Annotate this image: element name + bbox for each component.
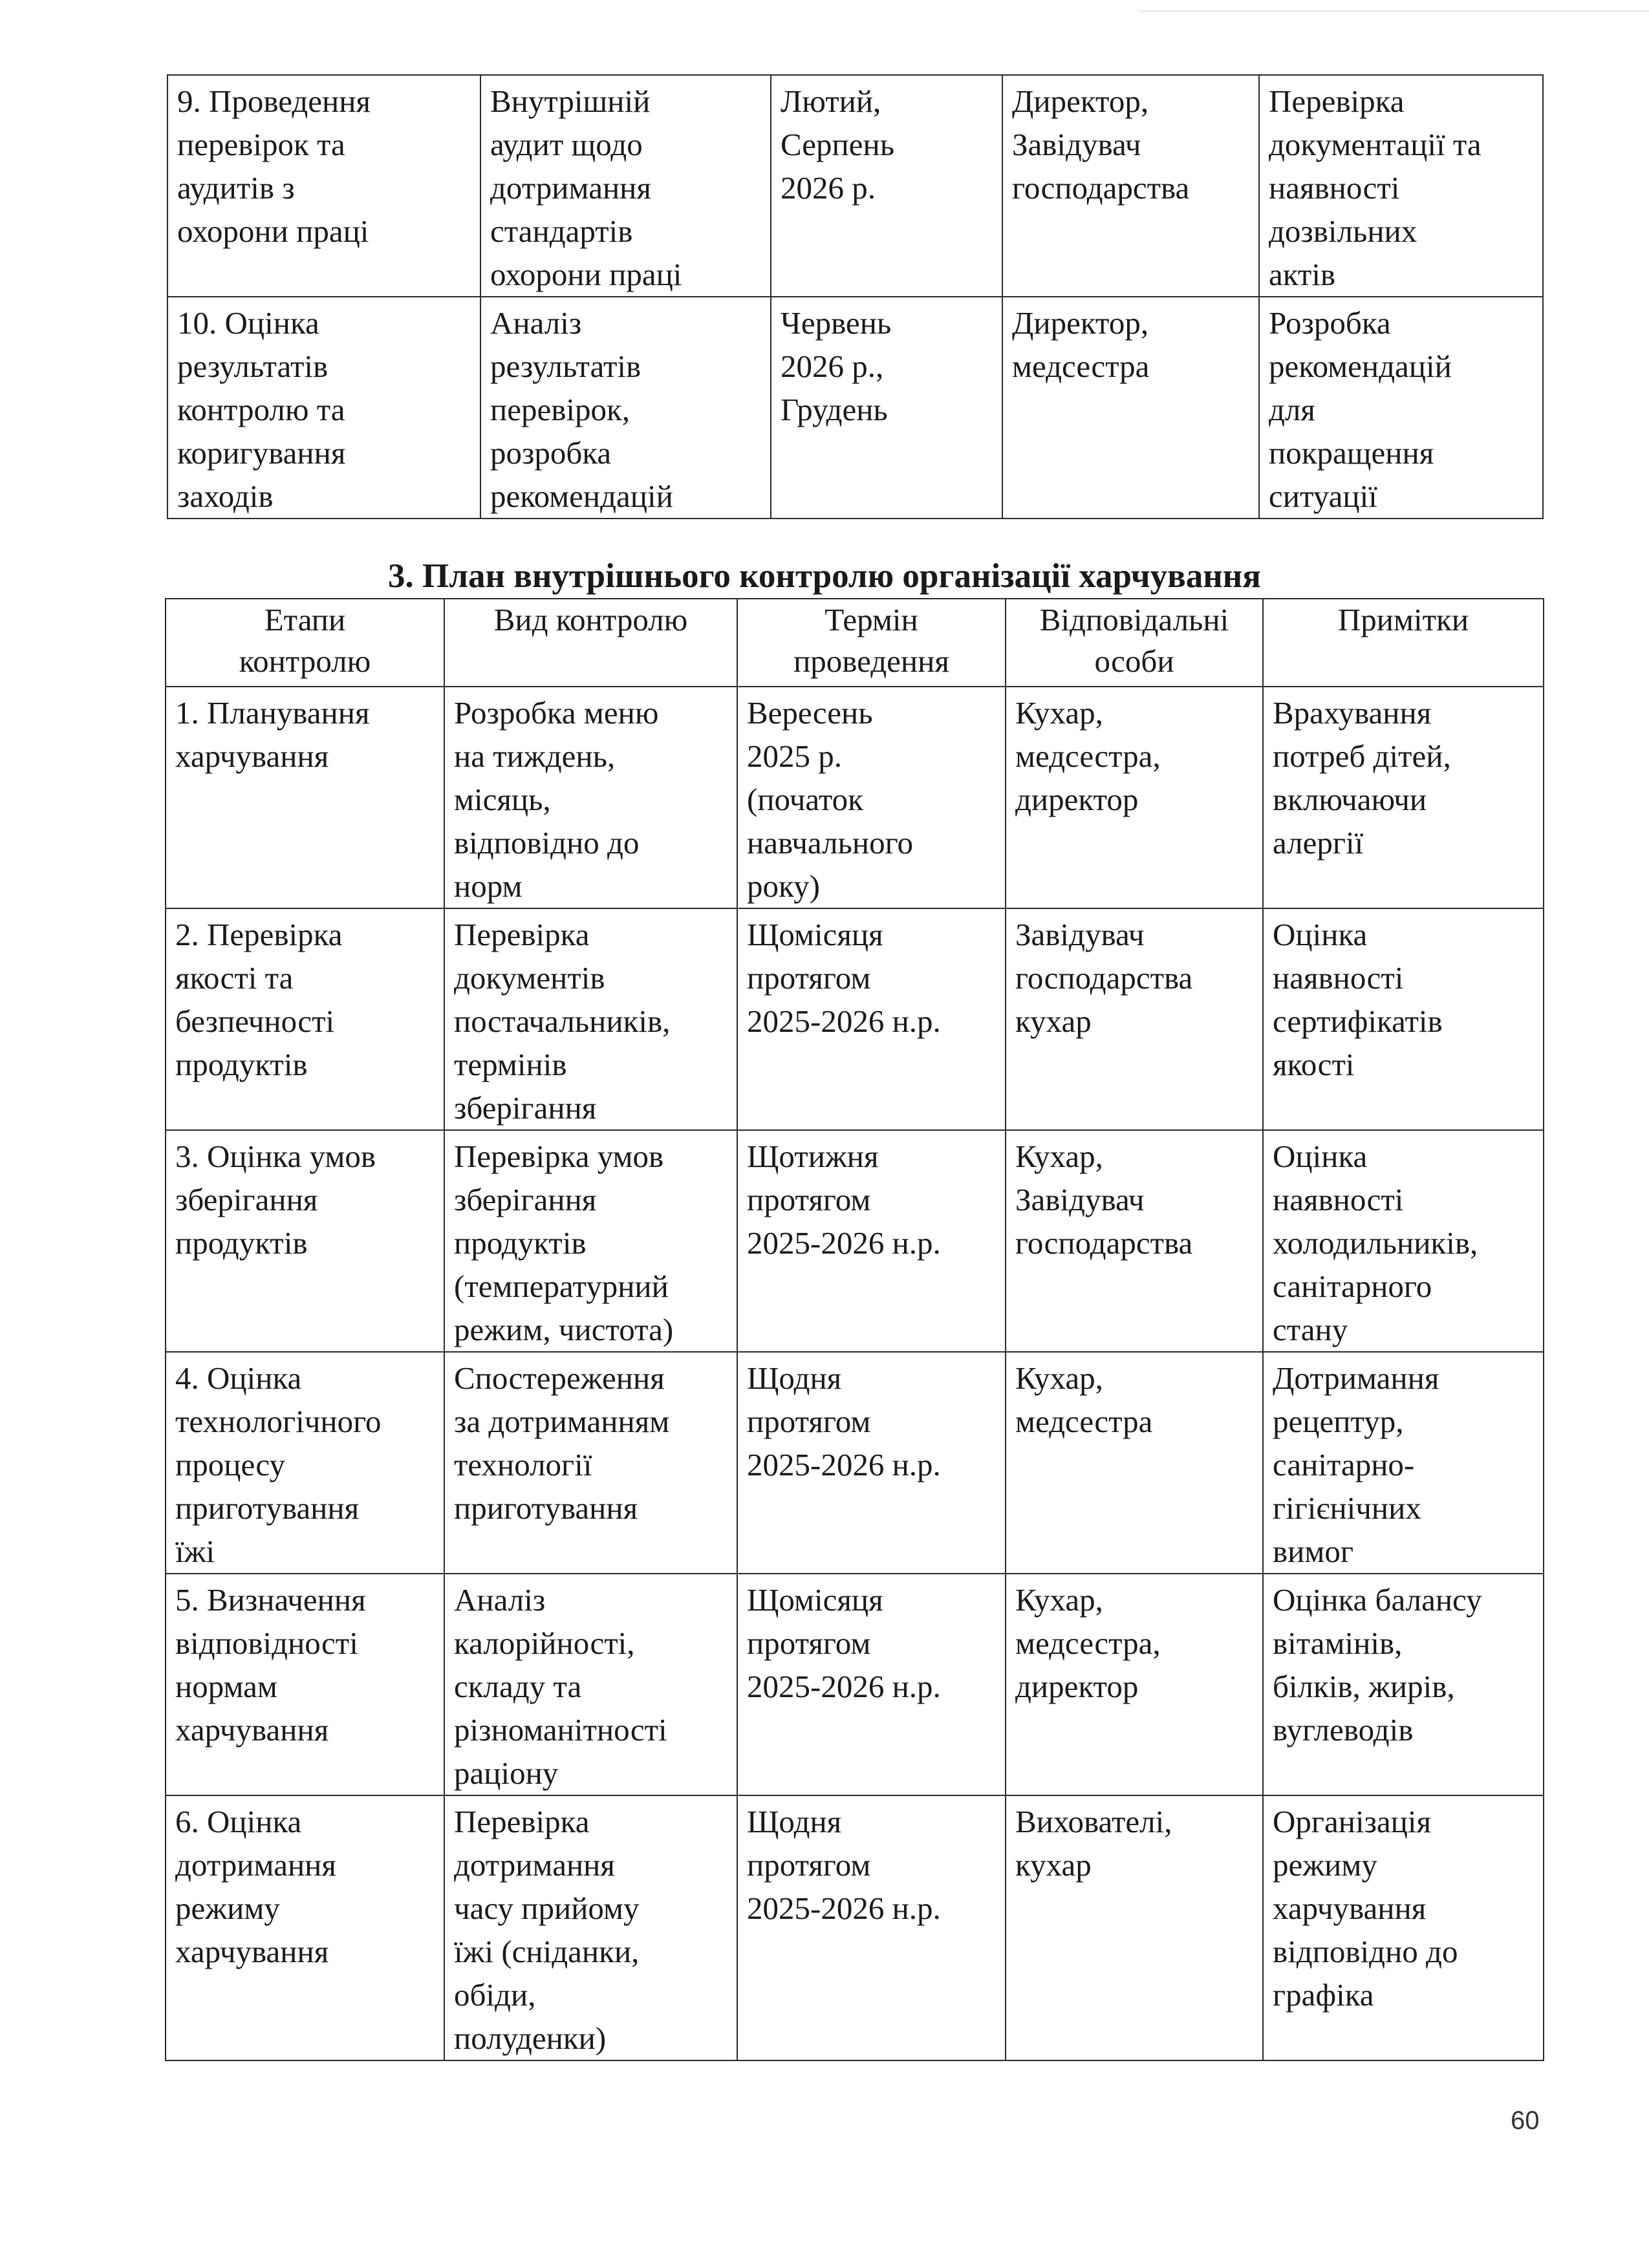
table-cell: 1. Планування харчування bbox=[166, 687, 444, 908]
table-row bbox=[166, 1795, 1544, 2060]
table-row bbox=[166, 1352, 1544, 1574]
table-cell: Перевірка дотримання часу прийому їжі (сніданки, обіди, полуденки) bbox=[444, 1795, 737, 2060]
section-title: 3. План внутрішнього контролю організації харчування bbox=[388, 557, 1261, 595]
table-row bbox=[167, 75, 1543, 297]
table-header-row bbox=[166, 599, 1544, 687]
table-row bbox=[166, 687, 1544, 908]
table-cell: Внутрішній аудит щодо дотримання стандартів охорони праці bbox=[480, 75, 771, 297]
table-cell: Аналіз результатів перевірок, розробка рекомендацій bbox=[480, 297, 771, 519]
table-cell: Щодня протягом 2025-2026 н.р. bbox=[737, 1795, 1006, 2060]
scan-edge-line bbox=[1138, 10, 1649, 12]
table-cell: Оцінка балансу вітамінів, білків, жирів, вуглеводів bbox=[1263, 1574, 1544, 1795]
column-header: Відповідальні особи bbox=[1006, 599, 1263, 687]
table-cell: Кухар, медсестра, директор bbox=[1006, 1574, 1263, 1795]
table-cell: Щомісяця протягом 2025-2026 н.р. bbox=[737, 1574, 1006, 1795]
table-cell: 10. Оцінка результатів контролю та коригування заходів bbox=[167, 297, 480, 519]
table-cell: Щодня протягом 2025-2026 н.р. bbox=[737, 1352, 1006, 1574]
table-cell: Перевірка документів постачальників, термінів зберігання bbox=[444, 908, 737, 1130]
nutrition-control-table bbox=[165, 598, 1544, 2061]
table-cell: Директор, Завідувач господарства bbox=[1002, 75, 1259, 297]
page-number: 60 bbox=[1511, 2106, 1540, 2135]
table-cell: Оцінка наявності холодильників, санітарного стану bbox=[1263, 1130, 1544, 1352]
table-cell: Щомісяця протягом 2025-2026 н.р. bbox=[737, 908, 1006, 1130]
column-header: Примітки bbox=[1263, 599, 1544, 687]
table-row bbox=[167, 297, 1543, 519]
table-cell: Кухар, Завідувач господарства bbox=[1006, 1130, 1263, 1352]
table-cell: Перевірка документації та наявності дозвільних актів bbox=[1259, 75, 1543, 297]
table-cell: Врахування потреб дітей, включаючи алергії bbox=[1263, 687, 1544, 908]
continued-table bbox=[167, 74, 1544, 519]
table-cell: Організація режиму харчування відповідно до графіка bbox=[1263, 1795, 1544, 2060]
table-cell: 9. Проведення перевірок та аудитів з охорони праці bbox=[167, 75, 480, 297]
table-cell: 4. Оцінка технологічного процесу приготування їжі bbox=[166, 1352, 444, 1574]
table-cell: Спостереження за дотриманням технології приготування bbox=[444, 1352, 737, 1574]
table-cell: Директор, медсестра bbox=[1002, 297, 1259, 519]
table-cell: Аналіз калорійності, складу та різноманітності раціону bbox=[444, 1574, 737, 1795]
table-cell: Розробка рекомендацій для покращення ситуації bbox=[1259, 297, 1543, 519]
table-cell: Розробка меню на тиждень, місяць, відповідно до норм bbox=[444, 687, 737, 908]
table-cell: 6. Оцінка дотримання режиму харчування bbox=[166, 1795, 444, 2060]
table-cell: Кухар, медсестра, директор bbox=[1006, 687, 1263, 908]
table-row bbox=[166, 1130, 1544, 1352]
column-header: Вид контролю bbox=[444, 599, 737, 687]
table-cell: Кухар, медсестра bbox=[1006, 1352, 1263, 1574]
column-header: Термін проведення bbox=[737, 599, 1006, 687]
table-cell: Вихователі, кухар bbox=[1006, 1795, 1263, 2060]
table-cell: Перевірка умов зберігання продуктів (температурний режим, чистота) bbox=[444, 1130, 737, 1352]
table-cell: Завідувач господарства кухар bbox=[1006, 908, 1263, 1130]
table-cell: Червень 2026 р., Грудень bbox=[771, 297, 1002, 519]
table-row bbox=[166, 908, 1544, 1130]
table-cell: Дотримання рецептур, санітарно- гігієнічних вимог bbox=[1263, 1352, 1544, 1574]
table-cell: Лютий, Серпень 2026 р. bbox=[771, 75, 1002, 297]
table-cell: 3. Оцінка умов зберігання продуктів bbox=[166, 1130, 444, 1352]
column-header: Етапи контролю bbox=[166, 599, 444, 687]
table-row bbox=[166, 1574, 1544, 1795]
table-cell: 2. Перевірка якості та безпечності продуктів bbox=[166, 908, 444, 1130]
table-cell: Щотижня протягом 2025-2026 н.р. bbox=[737, 1130, 1006, 1352]
table-cell: Оцінка наявності сертифікатів якості bbox=[1263, 908, 1544, 1130]
table-cell: Вересень 2025 р. (початок навчального року) bbox=[737, 687, 1006, 908]
table-cell: 5. Визначення відповідності нормам харчування bbox=[166, 1574, 444, 1795]
